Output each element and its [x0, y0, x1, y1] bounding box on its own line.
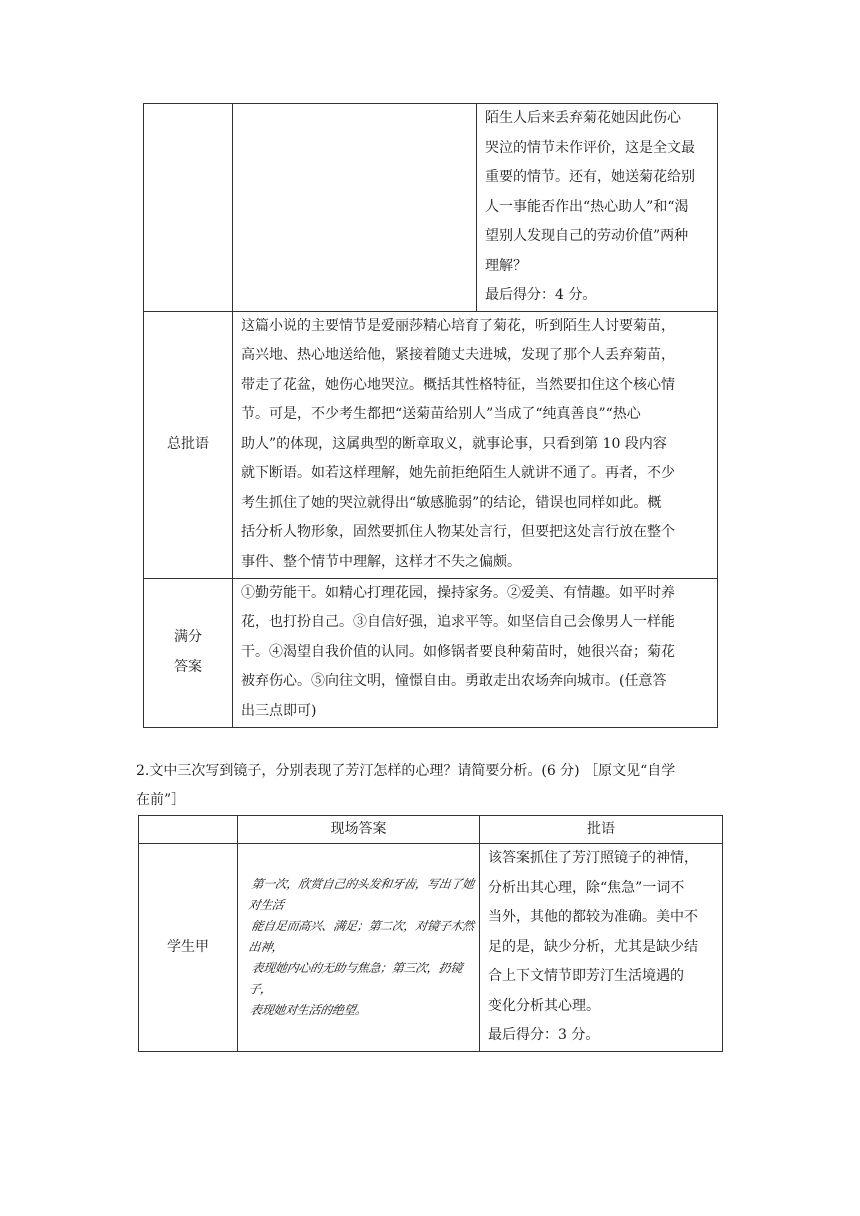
- header-comment: 批语: [480, 816, 723, 844]
- handwritten-line: 第一次，欣赏自己的头发和牙齿，写出了她对生活: [247, 876, 475, 912]
- handwritten-line: 表现她对生活的绝望。: [249, 1002, 369, 1017]
- comment-cell: [480, 844, 723, 1052]
- comment-cell: [477, 104, 718, 312]
- summary-line: 这篇小说的主要情节是爱丽莎精心培育了菊花，听到陌生人讨要菊苗，: [241, 317, 675, 334]
- comment-line: 该答案抓住了芳汀照镜子的神情，: [488, 850, 698, 866]
- question-2: [136, 757, 736, 815]
- table-header-row: [139, 816, 723, 844]
- summary-line: 括分析人物形象，固然要抓住人物某处言行，但要把这处言行放在整个: [241, 524, 675, 540]
- table-row: [144, 311, 718, 578]
- table-row: [139, 844, 723, 1052]
- handwritten-line: 表现她内心的无助与焦急；第三次，扔镜子，: [247, 960, 464, 996]
- answer-line: 出三点即可): [241, 702, 317, 719]
- summary-line: 带走了花盆，她伤心地哭泣。概括其性格特征，当然要扣住这个核心情: [241, 376, 675, 393]
- student-label: 学生甲: [139, 844, 238, 1052]
- answer-line: 花，也打扮自己。③自信好强，追求平等。如坚信自己会像男人一样能: [241, 614, 675, 630]
- handwritten-answer: [238, 844, 480, 1052]
- summary-line: 就下断语。如若这样理解，她先前拒绝陌生人就讲不通了。再者，不少: [241, 465, 675, 481]
- empty-label-cell: [144, 104, 233, 312]
- summary-line: 助人”的体现，这属典型的断章取义，就事论事，只看到第 10 段内容: [241, 435, 667, 452]
- summary-line: 高兴地、热心地送给他，紧接着随丈夫进城，发现了那个人丢弃菊苗，: [241, 347, 675, 363]
- full-answer-label: [144, 578, 233, 727]
- comment-line: 哭泣的情节未作评价，这是全文最: [485, 139, 695, 156]
- summary-line: 节。可是，不少考生都把“送菊苗给别人”当成了“纯真善良”“热心: [241, 406, 641, 422]
- comment-line: 望别人发现自己的劳动价值”两种: [485, 228, 689, 244]
- comment-line: 足的是，缺少分析，尤其是缺少结: [488, 938, 698, 955]
- question-line: 2.文中三次写到镜子，分别表现了芳汀怎样的心理？请简要分析。(6 分) ［原文见“自学: [136, 763, 676, 779]
- summary-label: 总批语: [144, 311, 233, 578]
- summary-line: 考生抓住了她的哭泣就得出“敏感脆弱”的结论，错误也同样如此。概: [241, 494, 662, 511]
- comment-line: 重要的情节。还有，她送菊花给别: [485, 169, 695, 185]
- handwritten-line: 能自足而高兴、满足；第二次，对镜子木然出神，: [247, 918, 475, 954]
- score-line: 最后得分：4 分。: [485, 287, 597, 303]
- comment-line: 陌生人后来丢弃菊花她因此伤心: [485, 110, 681, 126]
- review-table-2: [138, 815, 723, 1052]
- answer-line: 被弃伤心。⑤向往文明，憧憬自由。勇敢走出农场奔向城市。(任意答: [241, 673, 667, 689]
- full-answer-label-line: 满分: [174, 629, 202, 645]
- comment-line: 分析出其心理，除“焦急”一词不: [488, 879, 685, 896]
- summary-comment-cell: [233, 311, 718, 578]
- answer-line: ①勤劳能干。如精心打理花园，操持家务。②爱美、有情趣。如平时养: [241, 584, 675, 601]
- header-empty: [139, 816, 238, 844]
- table-row: [144, 578, 718, 727]
- score-line: 最后得分：3 分。: [488, 1027, 600, 1043]
- question-line: 在前”］: [136, 792, 186, 808]
- comment-line: 合上下文情节即芳汀生活境遇的: [488, 968, 684, 984]
- answer-line: 干。④渴望自我价值的认同。如修锅者要良种菊苗时，她很兴奋；菊花: [241, 643, 675, 660]
- review-table-1: [143, 103, 718, 728]
- comment-line: 变化分析其心理。: [488, 997, 600, 1014]
- full-answer-label-line: 答案: [174, 658, 202, 675]
- header-answer: 现场答案: [238, 816, 480, 844]
- comment-line: 理解？: [485, 257, 527, 274]
- table-row: [144, 104, 718, 312]
- comment-line: 当外，其他的都较为准确。美中不: [488, 909, 698, 925]
- comment-line: 人一事能否作出“热心助人”和“渴: [485, 198, 689, 215]
- summary-line: 事件、整个情节中理解，这样才不失之偏颇。: [241, 553, 521, 570]
- empty-answer-cell: [233, 104, 477, 312]
- full-answer-cell: [233, 578, 718, 727]
